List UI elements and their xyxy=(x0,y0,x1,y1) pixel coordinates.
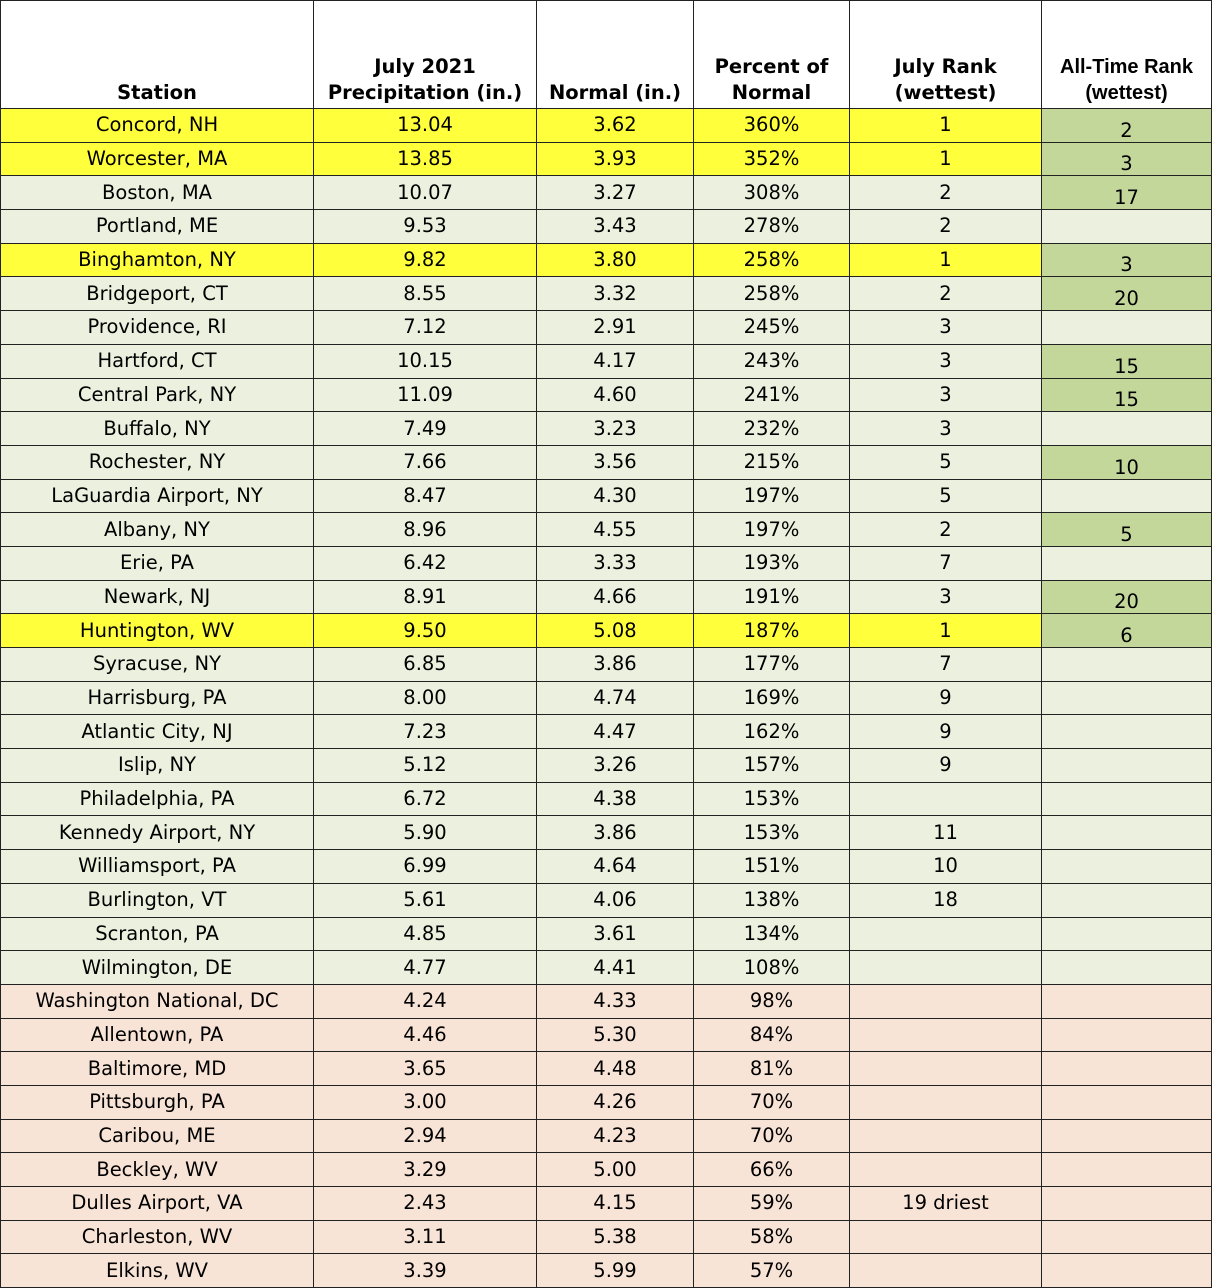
table-row xyxy=(1,850,1212,884)
alltime-rank-cell xyxy=(1042,850,1212,884)
precipitation-cell: 9.53 xyxy=(314,210,537,244)
july-rank-cell xyxy=(850,782,1042,816)
table-row xyxy=(1,445,1212,479)
precipitation-cell: 4.24 xyxy=(314,984,537,1018)
table-row xyxy=(1,277,1212,311)
station-cell: Bridgeport, CT xyxy=(1,277,314,311)
table-row xyxy=(1,1119,1212,1153)
table-row xyxy=(1,883,1212,917)
precipitation-cell: 4.77 xyxy=(314,951,537,985)
normal-cell: 4.60 xyxy=(537,378,694,412)
station-cell: LaGuardia Airport, NY xyxy=(1,479,314,513)
july-rank-cell xyxy=(850,1153,1042,1187)
normal-cell: 3.61 xyxy=(537,917,694,951)
precipitation-cell: 7.23 xyxy=(314,715,537,749)
precipitation-cell: 7.66 xyxy=(314,445,537,479)
percent-of-normal-cell: 243% xyxy=(694,344,850,378)
table-row xyxy=(1,749,1212,783)
percent-of-normal-cell: 108% xyxy=(694,951,850,985)
station-cell: Buffalo, NY xyxy=(1,412,314,446)
alltime-rank-cell: 10 xyxy=(1042,445,1212,479)
july-rank-cell: 7 xyxy=(850,546,1042,580)
station-cell: Beckley, WV xyxy=(1,1153,314,1187)
percent-of-normal-cell: 84% xyxy=(694,1018,850,1052)
percent-of-normal-cell: 134% xyxy=(694,917,850,951)
table-row xyxy=(1,344,1212,378)
percent-of-normal-cell: 278% xyxy=(694,210,850,244)
normal-cell: 5.38 xyxy=(537,1220,694,1254)
percent-of-normal-cell: 59% xyxy=(694,1187,850,1221)
alltime-rank-cell xyxy=(1042,210,1212,244)
july-rank-cell xyxy=(850,951,1042,985)
table-row xyxy=(1,681,1212,715)
station-cell: Albany, NY xyxy=(1,513,314,547)
table-row xyxy=(1,715,1212,749)
july-rank-cell: 3 xyxy=(850,378,1042,412)
alltime-rank-cell xyxy=(1042,311,1212,345)
precipitation-cell: 3.39 xyxy=(314,1254,537,1288)
column-header-alltime-rank xyxy=(1042,1,1212,109)
percent-of-normal-cell: 70% xyxy=(694,1085,850,1119)
table-body xyxy=(1,109,1212,1288)
precipitation-cell: 8.47 xyxy=(314,479,537,513)
normal-cell: 4.55 xyxy=(537,513,694,547)
percent-of-normal-cell: 232% xyxy=(694,412,850,446)
percent-of-normal-cell: 187% xyxy=(694,614,850,648)
july-rank-cell: 1 xyxy=(850,614,1042,648)
alltime-rank-cell xyxy=(1042,1085,1212,1119)
normal-cell: 5.99 xyxy=(537,1254,694,1288)
precipitation-cell: 4.46 xyxy=(314,1018,537,1052)
alltime-rank-cell: 5 xyxy=(1042,513,1212,547)
percent-of-normal-cell: 197% xyxy=(694,513,850,547)
july-rank-cell xyxy=(850,1052,1042,1086)
july-rank-cell: 11 xyxy=(850,816,1042,850)
column-header-precipitation xyxy=(314,1,537,109)
alltime-rank-cell xyxy=(1042,883,1212,917)
july-rank-cell: 7 xyxy=(850,648,1042,682)
normal-cell: 3.27 xyxy=(537,176,694,210)
header-row xyxy=(1,1,1212,109)
table-row xyxy=(1,984,1212,1018)
percent-of-normal-cell: 258% xyxy=(694,243,850,277)
percent-of-normal-cell: 197% xyxy=(694,479,850,513)
alltime-rank-cell xyxy=(1042,648,1212,682)
table-row xyxy=(1,782,1212,816)
column-header-station xyxy=(1,1,314,109)
table-row xyxy=(1,816,1212,850)
alltime-rank-cell: 20 xyxy=(1042,277,1212,311)
percent-of-normal-cell: 66% xyxy=(694,1153,850,1187)
normal-cell: 2.91 xyxy=(537,311,694,345)
percent-of-normal-cell: 70% xyxy=(694,1119,850,1153)
july-rank-cell: 2 xyxy=(850,277,1042,311)
table-row xyxy=(1,1153,1212,1187)
normal-cell: 3.93 xyxy=(537,142,694,176)
normal-cell: 5.08 xyxy=(537,614,694,648)
station-cell: Wilmington, DE xyxy=(1,951,314,985)
table-row xyxy=(1,210,1212,244)
percent-of-normal-cell: 360% xyxy=(694,109,850,143)
normal-cell: 4.64 xyxy=(537,850,694,884)
alltime-rank-cell xyxy=(1042,1187,1212,1221)
july-rank-cell: 19 driest xyxy=(850,1187,1042,1221)
station-cell: Portland, ME xyxy=(1,210,314,244)
station-cell: Atlantic City, NJ xyxy=(1,715,314,749)
station-cell: Harrisburg, PA xyxy=(1,681,314,715)
july-rank-cell: 9 xyxy=(850,715,1042,749)
normal-cell: 5.30 xyxy=(537,1018,694,1052)
normal-cell: 3.56 xyxy=(537,445,694,479)
station-cell: Newark, NJ xyxy=(1,580,314,614)
precip-header-line2: Precipitation (in.) xyxy=(327,81,523,104)
normal-cell: 4.17 xyxy=(537,344,694,378)
station-header-label: Station xyxy=(117,81,197,104)
precipitation-cell: 7.49 xyxy=(314,412,537,446)
normal-cell: 4.38 xyxy=(537,782,694,816)
precipitation-cell: 13.85 xyxy=(314,142,537,176)
station-cell: Worcester, MA xyxy=(1,142,314,176)
table-row xyxy=(1,109,1212,143)
precipitation-cell: 3.11 xyxy=(314,1220,537,1254)
station-cell: Erie, PA xyxy=(1,546,314,580)
normal-cell: 3.80 xyxy=(537,243,694,277)
july-rank-header-line1: July Rank xyxy=(894,55,997,78)
station-cell: Williamsport, PA xyxy=(1,850,314,884)
percent-of-normal-cell: 258% xyxy=(694,277,850,311)
alltime-rank-cell xyxy=(1042,1018,1212,1052)
normal-cell: 3.62 xyxy=(537,109,694,143)
table-row xyxy=(1,648,1212,682)
table-header xyxy=(1,1,1212,109)
precipitation-cell: 5.12 xyxy=(314,749,537,783)
normal-cell: 4.47 xyxy=(537,715,694,749)
station-cell: Allentown, PA xyxy=(1,1018,314,1052)
july-rank-cell xyxy=(850,917,1042,951)
alltime-rank-cell xyxy=(1042,1052,1212,1086)
table-row xyxy=(1,614,1212,648)
alltime-rank-cell xyxy=(1042,681,1212,715)
table-row xyxy=(1,1085,1212,1119)
alltime-rank-cell xyxy=(1042,1254,1212,1288)
normal-cell: 3.43 xyxy=(537,210,694,244)
percent-of-normal-cell: 308% xyxy=(694,176,850,210)
july-rank-cell: 5 xyxy=(850,479,1042,513)
station-cell: Philadelphia, PA xyxy=(1,782,314,816)
percent-of-normal-cell: 162% xyxy=(694,715,850,749)
percent-of-normal-cell: 352% xyxy=(694,142,850,176)
table-row xyxy=(1,1254,1212,1288)
percent-of-normal-cell: 153% xyxy=(694,816,850,850)
alltime-rank-cell xyxy=(1042,1153,1212,1187)
percent-of-normal-cell: 81% xyxy=(694,1052,850,1086)
percent-of-normal-cell: 138% xyxy=(694,883,850,917)
precipitation-cell: 9.50 xyxy=(314,614,537,648)
station-cell: Baltimore, MD xyxy=(1,1052,314,1086)
alltime-rank-cell xyxy=(1042,951,1212,985)
july-rank-header-line2: (wettest) xyxy=(894,81,997,104)
table-row xyxy=(1,1052,1212,1086)
percent-of-normal-cell: 153% xyxy=(694,782,850,816)
normal-cell: 3.86 xyxy=(537,816,694,850)
normal-cell: 5.00 xyxy=(537,1153,694,1187)
percent-of-normal-cell: 241% xyxy=(694,378,850,412)
table-row xyxy=(1,1018,1212,1052)
precipitation-cell: 7.12 xyxy=(314,311,537,345)
precipitation-cell: 6.85 xyxy=(314,648,537,682)
normal-header-label: Normal (in.) xyxy=(548,81,682,104)
july-rank-cell: 3 xyxy=(850,580,1042,614)
percent-of-normal-cell: 245% xyxy=(694,311,850,345)
alltime-rank-cell: 6 xyxy=(1042,614,1212,648)
station-cell: Washington National, DC xyxy=(1,984,314,1018)
normal-cell: 4.48 xyxy=(537,1052,694,1086)
normal-cell: 3.26 xyxy=(537,749,694,783)
table-row xyxy=(1,311,1212,345)
alltime-rank-cell xyxy=(1042,1119,1212,1153)
july-rank-cell: 1 xyxy=(850,142,1042,176)
alltime-rank-cell xyxy=(1042,1220,1212,1254)
alltime-rank-cell xyxy=(1042,749,1212,783)
normal-cell: 4.33 xyxy=(537,984,694,1018)
station-cell: Central Park, NY xyxy=(1,378,314,412)
july-rank-cell: 9 xyxy=(850,749,1042,783)
alltime-rank-cell xyxy=(1042,917,1212,951)
precip-header-line1: July 2021 xyxy=(374,55,476,78)
normal-cell: 4.66 xyxy=(537,580,694,614)
july-rank-cell xyxy=(850,1254,1042,1288)
table-row xyxy=(1,176,1212,210)
alltime-rank-cell: 15 xyxy=(1042,344,1212,378)
precipitation-cell: 4.85 xyxy=(314,917,537,951)
alltime-rank-cell: 2 xyxy=(1042,109,1212,143)
july-rank-cell: 1 xyxy=(850,243,1042,277)
table-row xyxy=(1,243,1212,277)
station-cell: Concord, NH xyxy=(1,109,314,143)
station-cell: Rochester, NY xyxy=(1,445,314,479)
table-row xyxy=(1,580,1212,614)
precipitation-cell: 3.00 xyxy=(314,1085,537,1119)
precipitation-cell: 3.65 xyxy=(314,1052,537,1086)
july-rank-cell: 3 xyxy=(850,311,1042,345)
table-row xyxy=(1,479,1212,513)
alltime-rank-cell xyxy=(1042,816,1212,850)
normal-cell: 4.41 xyxy=(537,951,694,985)
table-row xyxy=(1,546,1212,580)
station-cell: Islip, NY xyxy=(1,749,314,783)
july-rank-cell xyxy=(850,1220,1042,1254)
percent-of-normal-cell: 98% xyxy=(694,984,850,1018)
precipitation-cell: 2.43 xyxy=(314,1187,537,1221)
alltime-rank-cell: 3 xyxy=(1042,243,1212,277)
percent-of-normal-cell: 157% xyxy=(694,749,850,783)
table-row xyxy=(1,378,1212,412)
alltime-header-line1: All-Time Rank xyxy=(1060,56,1193,78)
station-cell: Huntington, WV xyxy=(1,614,314,648)
precipitation-cell: 5.90 xyxy=(314,816,537,850)
alltime-rank-cell xyxy=(1042,782,1212,816)
percent-header-line1: Percent of xyxy=(714,55,829,78)
normal-cell: 3.86 xyxy=(537,648,694,682)
table-row xyxy=(1,1187,1212,1221)
percent-of-normal-cell: 193% xyxy=(694,546,850,580)
alltime-rank-cell xyxy=(1042,479,1212,513)
precipitation-cell: 8.00 xyxy=(314,681,537,715)
precipitation-cell: 6.99 xyxy=(314,850,537,884)
precipitation-cell: 11.09 xyxy=(314,378,537,412)
percent-of-normal-cell: 57% xyxy=(694,1254,850,1288)
station-cell: Providence, RI xyxy=(1,311,314,345)
july-rank-cell: 3 xyxy=(850,412,1042,446)
normal-cell: 4.74 xyxy=(537,681,694,715)
station-cell: Syracuse, NY xyxy=(1,648,314,682)
normal-cell: 4.26 xyxy=(537,1085,694,1119)
column-header-normal xyxy=(537,1,694,109)
percent-of-normal-cell: 215% xyxy=(694,445,850,479)
july-rank-cell: 10 xyxy=(850,850,1042,884)
precipitation-cell: 2.94 xyxy=(314,1119,537,1153)
percent-header-line2: Normal xyxy=(731,81,812,104)
july-rank-cell: 18 xyxy=(850,883,1042,917)
precipitation-cell: 8.96 xyxy=(314,513,537,547)
column-header-july-rank xyxy=(850,1,1042,109)
station-cell: Elkins, WV xyxy=(1,1254,314,1288)
normal-cell: 4.06 xyxy=(537,883,694,917)
july-rank-cell xyxy=(850,984,1042,1018)
normal-cell: 3.32 xyxy=(537,277,694,311)
percent-of-normal-cell: 58% xyxy=(694,1220,850,1254)
precipitation-cell: 5.61 xyxy=(314,883,537,917)
normal-cell: 3.33 xyxy=(537,546,694,580)
percent-of-normal-cell: 169% xyxy=(694,681,850,715)
july-rank-cell: 2 xyxy=(850,210,1042,244)
precipitation-cell: 13.04 xyxy=(314,109,537,143)
percent-of-normal-cell: 151% xyxy=(694,850,850,884)
station-cell: Caribou, ME xyxy=(1,1119,314,1153)
alltime-rank-cell xyxy=(1042,715,1212,749)
table-row xyxy=(1,412,1212,446)
july-rank-cell xyxy=(850,1119,1042,1153)
percent-of-normal-cell: 191% xyxy=(694,580,850,614)
alltime-rank-cell xyxy=(1042,546,1212,580)
normal-cell: 4.23 xyxy=(537,1119,694,1153)
station-cell: Scranton, PA xyxy=(1,917,314,951)
station-cell: Binghamton, NY xyxy=(1,243,314,277)
july-rank-cell xyxy=(850,1018,1042,1052)
july-rank-cell: 2 xyxy=(850,513,1042,547)
july-rank-cell xyxy=(850,1085,1042,1119)
column-header-percent xyxy=(694,1,850,109)
percent-of-normal-cell: 177% xyxy=(694,648,850,682)
table-row xyxy=(1,917,1212,951)
station-cell: Pittsburgh, PA xyxy=(1,1085,314,1119)
station-cell: Hartford, CT xyxy=(1,344,314,378)
precipitation-cell: 6.42 xyxy=(314,546,537,580)
precipitation-cell: 10.07 xyxy=(314,176,537,210)
station-cell: Boston, MA xyxy=(1,176,314,210)
alltime-header-line2: (wettest) xyxy=(1085,82,1168,104)
july-rank-cell: 9 xyxy=(850,681,1042,715)
station-cell: Kennedy Airport, NY xyxy=(1,816,314,850)
alltime-rank-cell: 3 xyxy=(1042,142,1212,176)
station-cell: Dulles Airport, VA xyxy=(1,1187,314,1221)
normal-cell: 3.23 xyxy=(537,412,694,446)
july-rank-cell: 1 xyxy=(850,109,1042,143)
table-row xyxy=(1,142,1212,176)
station-cell: Charleston, WV xyxy=(1,1220,314,1254)
table-row xyxy=(1,1220,1212,1254)
precipitation-cell: 8.91 xyxy=(314,580,537,614)
july-rank-cell: 2 xyxy=(850,176,1042,210)
table-row xyxy=(1,513,1212,547)
alltime-rank-cell xyxy=(1042,984,1212,1018)
precipitation-cell: 10.15 xyxy=(314,344,537,378)
normal-cell: 4.15 xyxy=(537,1187,694,1221)
precipitation-cell: 8.55 xyxy=(314,277,537,311)
alltime-rank-cell: 17 xyxy=(1042,176,1212,210)
alltime-rank-cell: 20 xyxy=(1042,580,1212,614)
alltime-rank-cell: 15 xyxy=(1042,378,1212,412)
station-cell: Burlington, VT xyxy=(1,883,314,917)
july-rank-cell: 3 xyxy=(850,344,1042,378)
table-row xyxy=(1,951,1212,985)
precipitation-cell: 6.72 xyxy=(314,782,537,816)
normal-cell: 4.30 xyxy=(537,479,694,513)
alltime-rank-cell xyxy=(1042,412,1212,446)
precipitation-cell: 3.29 xyxy=(314,1153,537,1187)
july-rank-cell: 5 xyxy=(850,445,1042,479)
precipitation-cell: 9.82 xyxy=(314,243,537,277)
